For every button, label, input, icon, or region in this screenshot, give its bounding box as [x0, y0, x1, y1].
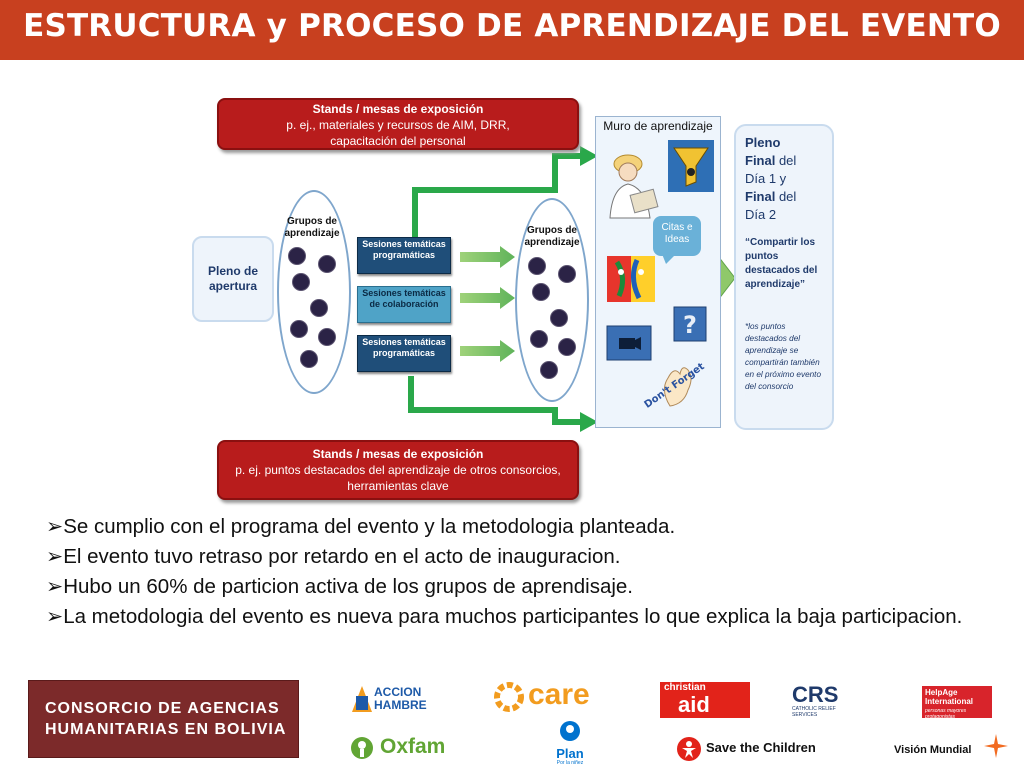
plan-icon [555, 720, 585, 742]
pleno-final-l1: Pleno [745, 135, 781, 150]
participant-dot [318, 328, 336, 346]
vision-mundial-star-icon [984, 734, 1008, 758]
video-camera-icon [607, 326, 651, 360]
pleno-apertura-label: Pleno de apertura [207, 264, 258, 293]
session-arrow-1 [460, 246, 515, 268]
stands-top-heading: Stands / mesas de exposición [312, 102, 484, 116]
pleno-final-l2: Final del [745, 153, 797, 168]
citas-ideas-label: Citas e Ideas [661, 222, 693, 245]
bullet-arrow-icon: ➢ [46, 545, 64, 568]
grupos-label-left: Grupos de aprendizaje [284, 216, 340, 239]
save-the-children-logo [676, 736, 836, 762]
stands-bottom-box [217, 440, 579, 500]
svg-text:?: ? [683, 311, 697, 339]
session-arrow-2 [460, 287, 515, 309]
worker-illustration-icon [600, 148, 662, 220]
consorcio-line1: CONSORCIO DE AGENCIAS [45, 700, 280, 717]
bullet-arrow-icon: ➢ [46, 575, 64, 598]
participant-dot [530, 330, 548, 348]
helpage-text: HelpAge International [925, 688, 974, 706]
christian-aid-logo [660, 682, 750, 718]
helpage-subtext: personas mayores protagonistas [925, 708, 967, 720]
participant-dot [540, 361, 558, 379]
pleno-final-l4: Final del [745, 189, 797, 204]
save-the-children-icon [676, 736, 702, 762]
accion-hambre-logo [352, 684, 428, 716]
participant-dot [288, 247, 306, 265]
pleno-final-quote: “Compartir los puntos destacados del aprendizaje” [745, 237, 818, 290]
aid-text: aid [678, 692, 710, 717]
pleno-final-l3: Día 1 y [745, 171, 787, 186]
stands-bottom-heading: Stands / mesas de exposición [312, 447, 484, 461]
session-arrow-3 [460, 340, 515, 362]
stands-bottom-line1: p. ej. puntos destacados del aprendizaje de otros consorcios, [235, 463, 561, 477]
participant-dot [318, 255, 336, 273]
bullet-item: ➢El evento tuvo retraso por retardo en el acto de inauguracion. [46, 545, 621, 568]
accion-hambre-text: ACCION HAMBRE [374, 685, 427, 712]
participant-dot [300, 350, 318, 368]
care-icon [494, 682, 524, 712]
pleno-final-note: *los puntos destacados del aprendizaje se compartirán también en el próximo evento del consorcio [745, 322, 822, 391]
faces-art-icon [607, 256, 655, 302]
helpage-logo [922, 686, 992, 718]
sesion-programatica-1: Sesiones temáticas programáticas [357, 237, 451, 274]
muro-title: Muro de aprendizaje [603, 119, 713, 133]
care-text: care [528, 678, 590, 711]
participant-dot [558, 338, 576, 356]
bullet-item: ➢La metodologia del evento es nueva para muchos participantes lo que explica la baja participacion. [46, 605, 963, 628]
stands-top-line1: p. ej., materiales y recursos de AIM, DRR, [286, 118, 510, 132]
participant-dot [558, 265, 576, 283]
citas-ideas-bubble [653, 216, 701, 256]
sesion-colaboracion: Sesiones temáticas de colaboración [357, 286, 451, 323]
participant-dot [550, 309, 568, 327]
dont-forget-text: Don't Forget [642, 361, 707, 411]
oxfam-text: Oxfam [380, 735, 446, 758]
bullet-item: ➢Se cumplio con el programa del evento y la metodologia planteada. [46, 515, 676, 538]
pleno-apertura-box [192, 236, 274, 322]
bullet-item: ➢Hubo un 60% de particion activa de los grupos de aprendisaje. [46, 575, 634, 598]
plan-logo [546, 720, 594, 766]
grupos-label-right: Grupos de aprendizaje [524, 225, 580, 248]
sesion-programatica-2: Sesiones temáticas programáticas [357, 335, 451, 372]
crs-text: CRS [792, 682, 839, 707]
participant-dot [310, 299, 328, 317]
stands-top-line2: capacitación del personal [330, 134, 466, 148]
bullet-arrow-icon: ➢ [46, 605, 64, 628]
plan-text: Plan [556, 746, 584, 761]
stands-bottom-line2: herramientas clave [347, 479, 449, 493]
crs-subtext: CATHOLIC RELIEF SERVICES [792, 706, 836, 718]
participant-dot [532, 283, 550, 301]
save-the-children-text: Save the Children [706, 740, 816, 755]
oxfam-logo [350, 736, 470, 762]
vision-mundial-text: Visión Mundial [894, 744, 972, 756]
participant-dot [290, 320, 308, 338]
accion-hambre-icon [352, 686, 372, 712]
bullet-arrow-icon: ➢ [46, 515, 64, 538]
plan-subtext: Por la niñez [556, 760, 584, 766]
bullet-list [46, 512, 996, 632]
pleno-final-heading [745, 134, 827, 224]
participant-dot [292, 273, 310, 291]
funnel-icon [668, 140, 714, 192]
vision-mundial-logo [894, 734, 1010, 764]
pleno-final-l5: Día 2 [745, 207, 777, 222]
consorcio-line2: HUMANITARIAS EN BOLIVIA [45, 721, 287, 738]
oxfam-icon [350, 736, 374, 760]
crs-logo [792, 684, 858, 720]
dont-forget-icon [642, 360, 707, 411]
stands-top-box [217, 98, 579, 150]
consorcio-logo [28, 680, 299, 758]
slide-title: ESTRUCTURA y PROCESO DE APRENDIZAJE DEL EVENTO [23, 8, 1001, 44]
bubble-tail-icon [662, 254, 676, 264]
question-icon [674, 307, 706, 341]
care-logo [494, 680, 606, 714]
participant-dot [528, 257, 546, 275]
christian-text: christian [664, 682, 706, 693]
